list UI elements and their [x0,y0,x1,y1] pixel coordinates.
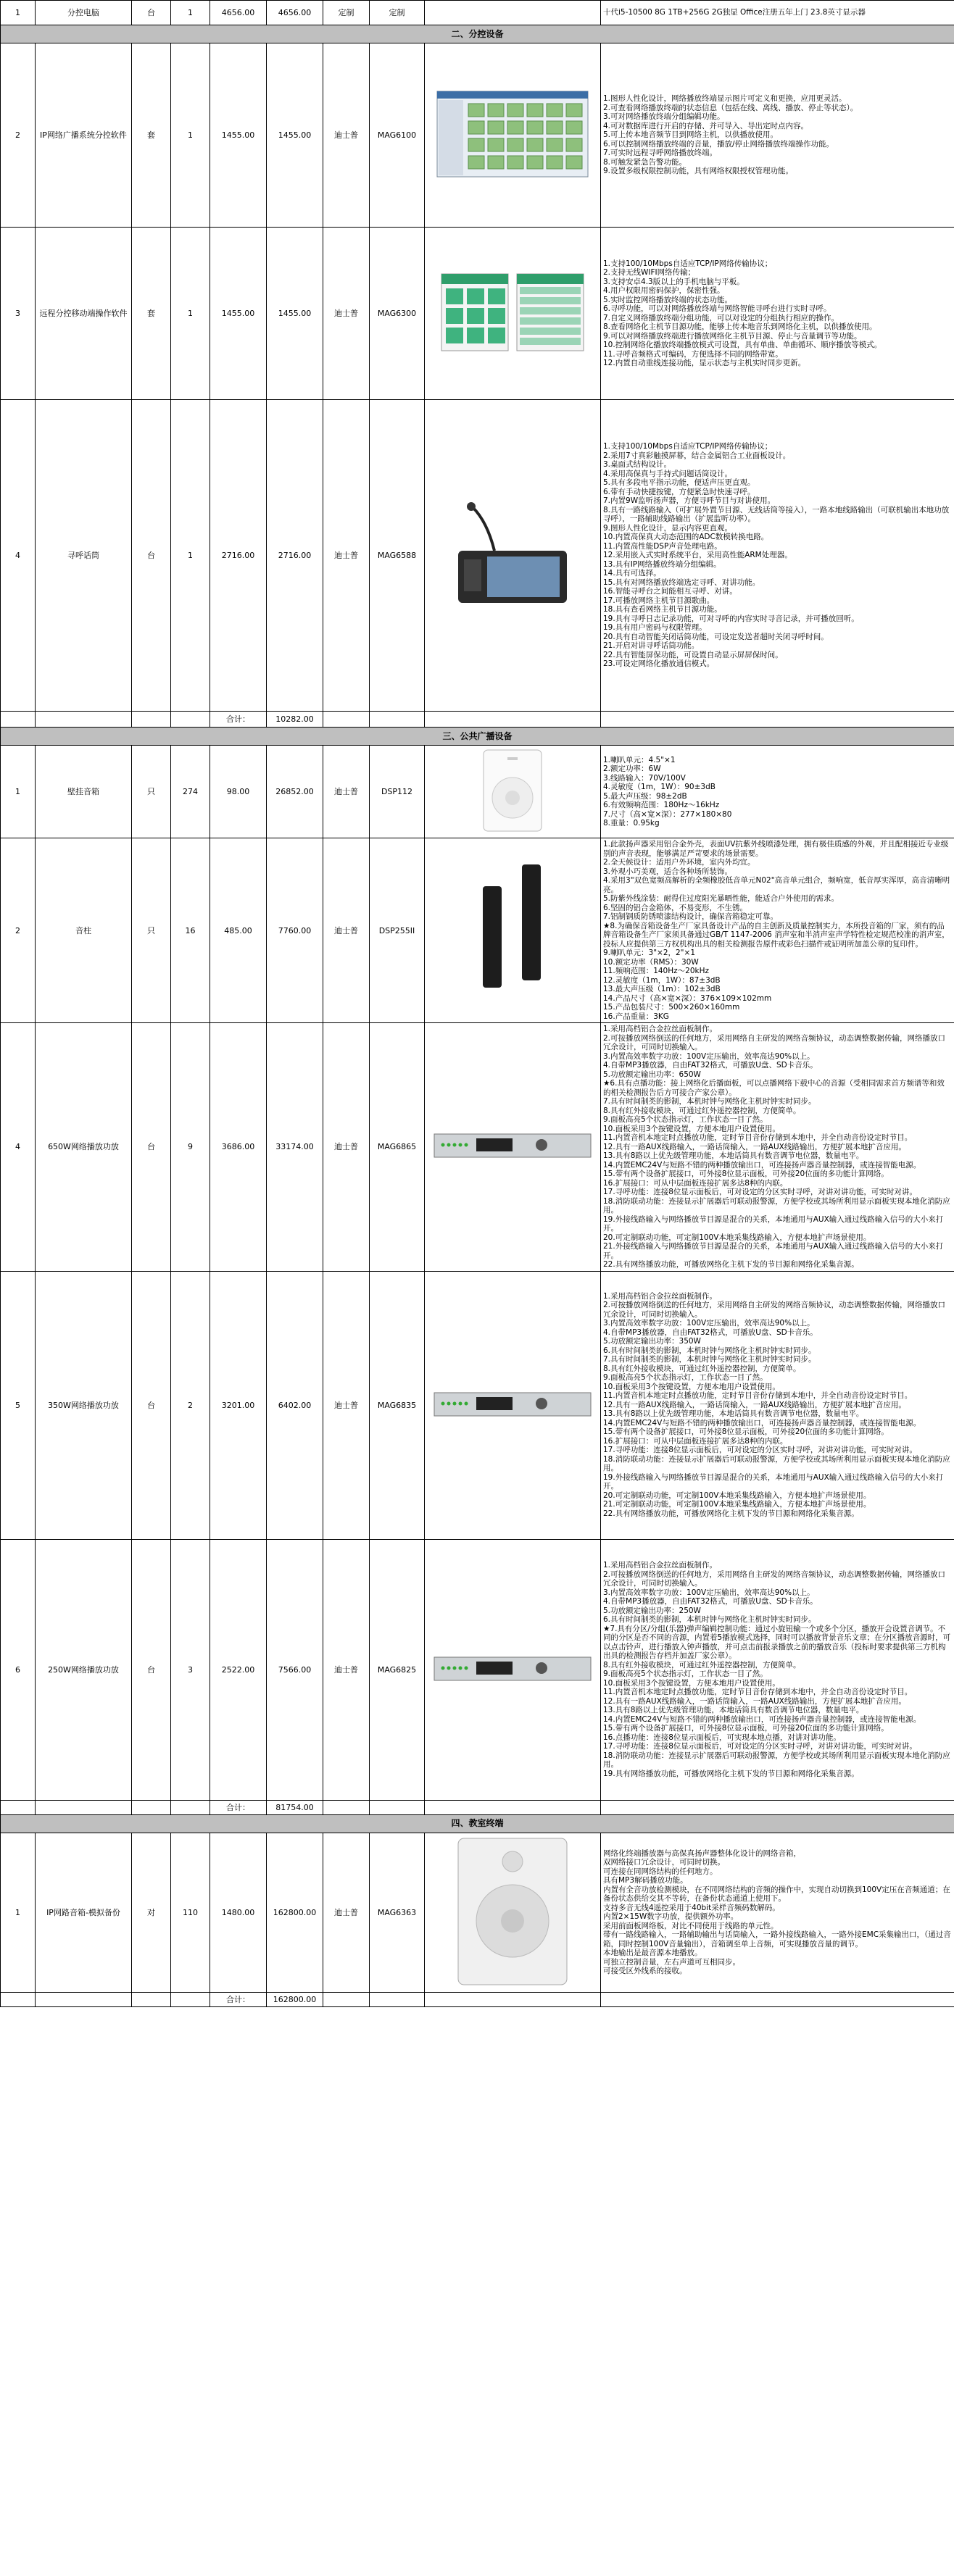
unit: 套 [132,228,171,400]
product-image-cell [425,1,601,25]
section-row [1,728,954,746]
total-price: 4656.00 [267,1,323,25]
brand: 迪士普 [323,400,370,712]
total-price: 33174.00 [267,1023,323,1272]
empty-cell [36,1800,132,1814]
product-image-cell [425,1271,601,1539]
model: DSP255II [370,838,425,1023]
unit-price: 485.00 [210,838,267,1023]
total-price: 2716.00 [267,400,323,712]
table-row [1,43,954,228]
unit: 台 [132,1023,171,1272]
empty-cell [425,1992,601,2006]
table-body [1,1,954,2007]
unit: 台 [132,400,171,712]
empty-cell [323,712,370,728]
empty-cell [370,1992,425,2006]
total-price: 7566.00 [267,1539,323,1800]
table-row [1,400,954,712]
brand: 迪士普 [323,1271,370,1539]
empty-cell [171,712,210,728]
spec-text: 1.图形人性化设计，网络播放终端显示图片可定义和更换，应用更灵活。 2.可查看网络播放终端的状态信息（包括在线、离线、播放、停止等状态）。 3.可对网络播放终端分组编辑功能。 4.可对数据库进行开启的存储、并可导入、导出定时点内容。 5.可上传本地音频节目到网络主机，以供播放使用。 6.可以控制网络播放终端的音量，播放/停止网络播放终端操作功能。 7.可实时远程寻呼网络播放终端。 8.可触发紧急告警功能。 9.设置多级权限控制功能，具有网络权限授权管理功能。 [601,43,954,228]
unit: 套 [132,43,171,228]
spec-text: 十代i5-10500 8G 1TB+256G 2G独显 Office注册五年上门 23.8英寸显示器 [601,1,954,25]
unit-price: 3201.00 [210,1271,267,1539]
spec-text: 1.采用高档铝合金拉丝面板制作。 2.可按播放网络倒送的任何地方，采用网络自主研发的网络音频协议，动态调整数据传输，网络播放口冗余设计，可同时切换输入。 3.内置高效率数字功放：100V定压输出，效率高达90%以上。 4.自带MP3播放器，自由FAT32格式，可播放U盘、SD卡音乐。 5.功放额定输出功率：350W 6.具有时间制类的影制，本机时钟与网络化主机时钟实时同步。 7.具有时间制类的影制，本机时钟与网络化主机时钟实时同步。 8.具有红外接收模块，可通过红外遥控器控制，方便简单。 9.面板高亮5个状态指示灯，工作状态一目了然。 10.面板采用3个按键设置，方便本地用户设置使用。 11.内置音机本地定时点播放功能，定时节目音份存储到本地中，并全自动音份设定时节目。 12.具有一路AUX线路输入，一路话筒输入，一路AUX线路输出，方便扩展本地扩音应用。 13.具有8路以上优先级管理功能，本地话筒具有数音调节电位器，数量电平。 14.内置EMC24V与短路不错的两种播放输出口，可连接扬声器音量控制器，或连接智能电源。 15.带有两个设备扩展接口，可外接8位显示面板，可外接20位面的多功能计算网络。 16.扩展接口：可从中层面板连接扩展多达8种的内联。 17.寻呼功能：连接8位显示面板后，可对设定的分区实时寻呼，对讲对讲功能，可实时对讲。 18.消防联动功能：连接显示扩展器后可联动报警源，方便学校或其场所利用显示面板实现本地化消防应用。 19.外接线路输入与网络播放节目源是混合的关系，本地通用与AUX输入通过线路输入信号的大小来打开。 20.可定制联动功能，可定制100V本地采集线路输入，方便本地扩声场景使用。 21.可定制联动功能，可定制100V本地采集线路输入，方便本地扩声场景使用。 22.具有网络播放功能，可播放网络化主机下发的节目源和网络化采集音源。 [601,1271,954,1539]
unit: 对 [132,1833,171,1992]
brand: 迪士普 [323,228,370,400]
brand: 迪士普 [323,1833,370,1992]
unit: 台 [132,1539,171,1800]
product-name: IP网路音箱-模拟备份 [36,1833,132,1992]
section-row [1,25,954,43]
quantity: 274 [171,746,210,838]
empty-cell [171,1992,210,2006]
spec-text: 1.喇叭单元：4.5"×1 2.额定功率：6W 3.线路输入：70V/100V 4.灵敏度（1m，1W）：90±3dB 5.最大声压级：98±2dB 6.有效频响范围：180Hz～16kHz 7.尺寸（高×宽×深）：277×180×80 8.重量：0.95kg [601,746,954,838]
empty-cell [36,712,132,728]
empty-cell [425,712,601,728]
product-image-cell [425,746,601,838]
subtotal-row [1,1800,954,1814]
spec-text: 1.此款扬声器采用铝合金外壳，表面UV抗紫外线喷漆处理，拥有极佳质感的外观，并且配相接近专业级别的声音表现，能够满足严苛要求的场景需要。 2.全天候设计：适用户外环境，室内外均宜。 3.外观小巧美观，适合各种场所装饰。 4.采用3"双色宽频高解析的全频橡胶低音单元N02"高音单元组合，频响宽，低音厚实浑厚，高音清晰明亮。 5.防紫外线涂装：耐得住过度阳光暴晒性能，能适合户外使用的需求。 6.坚固的铝合金箱体，不易变形，不生锈。 7.铝制钢质防锈喷漆结构设计，确保音箱稳定可靠。 ★8.为确保音箱设备生产厂家具备设计产品的自主创新及质量控制实力，本所投音箱的厂家，须有的品牌音箱设备生产厂家须具备通过GB/T 1147-2006 消声室和半消声室声学特性检定规范校准的消声室，投标人应提供第三方权机构出具的相关检测报告原件或彩色扫描件或证明所加盖公章的复印件。 9.喇叭单元：3"×2，2"×1 10.额定功率（RMS）：30W 11.频响范围：140Hz～20kHz 12.灵敏度（1m，1W）：87±3dB 13.最大声压级（1m）：102±3dB 14.产品尺寸（高×宽×深）：376×109×102mm 15.产品包装尺寸：500×260×160mm 16.产品重量：3KG [601,838,954,1023]
empty-cell [171,1800,210,1814]
row-index: 1 [1,746,36,838]
unit-price: 2522.00 [210,1539,267,1800]
brand: 迪士普 [323,1023,370,1272]
empty-cell [132,712,171,728]
total-price: 1455.00 [267,43,323,228]
unit-price: 1455.00 [210,228,267,400]
empty-cell [370,1800,425,1814]
unit-price: 2716.00 [210,400,267,712]
section-header: 二、分控设备 [1,25,954,43]
quantity: 16 [171,838,210,1023]
table-row [1,1833,954,1992]
row-index: 1 [1,1,36,25]
model: MAG6300 [370,228,425,400]
unit: 只 [132,838,171,1023]
model: MAG6363 [370,1833,425,1992]
unit: 只 [132,746,171,838]
product-image-cell [425,1539,601,1800]
brand: 迪士普 [323,43,370,228]
spec-text: 1.采用高档铝合金拉丝面板制作。 2.可按播放网络倒送的任何地方，采用网络自主研发的网络音频协议，动态调整数据传输，网络播放口冗余设计，可同时切换输入。 3.内置高效率数字功放：100V定压输出，效率高达90%以上。 4.自带MP3播放器，自由FAT32格式，可播放U盘、SD卡音乐。 5.功放额定输出功率：250W 6.具有时间制类的影制，本机时钟与网络化主机时钟实时同步。 ★7.具有分区/分组(乐器)弹声编辑控制功能：通过小旋钮输一个或多个分区，播放开会设置音调节。不同的分区是否不同的音源，内置着5播放模式选择，同时可以播放背景音乐文章；在分区播放音源时，可以点击铃声，进行播放入钟声播放，并可点击前报录播放之前的播放音乐（投标时要求提供第三方机构出具的检测报告存档并加盖厂家公章）。 8.具有红外接收模块，可通过红外遥控器控制，方便简单。 9.面板高亮5个状态指示灯，工作状态一目了然。 10.面板采用3个按键设置，方便本地用户设置使用。 11.内置音机本地定时点播放功能，定时节目音份存储到本地中，并全自动音份设定时节目。 12.具有一路AUX线路输入，一路话筒输入，一路AUX线路输出，方便扩展本地扩音应用。 13.具有8路以上优先级管理功能，本地话筒具有数音调节电位器，数量电平。 14.内置EMC24V与短路不错的两种播放输出口，可连接扬声器音量控制器，或连接智能电源。 15.带有两个设备扩展接口，可外接8位显示面板，可外接20位面的多功能计算网络。 16.点播功能：连接8位显示面板后，可实现本地点播，对讲对讲功能。 17.寻呼功能：连接8位显示面板后，可对设定的分区实时寻呼，对讲对讲功能，可实时对讲。 18.消防联动功能：连接显示扩展器后可联动报警源，方便学校或其场所利用显示面板实现本地化消防应用。 19.具有网络播放功能，可播放网络化主机下发的节目源和网络化采集音源。 [601,1539,954,1800]
quantity: 110 [171,1833,210,1992]
product-name: 壁挂音箱 [36,746,132,838]
subtotal-row [1,712,954,728]
quantity: 1 [171,228,210,400]
empty-cell [370,712,425,728]
empty-cell [323,1800,370,1814]
table-row [1,746,954,838]
empty-cell [132,1800,171,1814]
model: MAG6100 [370,43,425,228]
unit-price: 98.00 [210,746,267,838]
table-row [1,1539,954,1800]
software-icon [436,91,589,180]
product-name: 分控电脑 [36,1,132,25]
class-spk-icon [451,1835,574,1990]
empty-cell [1,712,36,728]
empty-cell [36,1992,132,2006]
unit-price: 4656.00 [210,1,267,25]
subtotal-value: 162800.00 [267,1992,323,2006]
spec-text: 1.支持100/10Mbps自适应TCP/IP网络传输协议； 2.采用7寸真彩触摸屏幕，结合金属铝合工业面板设计。 3.桌面式结构设计。 4.采用高保真与手持式问题话筒设计。 5.具有多段电平指示功能，便适声压更直观。 6.带有手动快捷按键，方便紧急时快速寻呼。 7.内置9W监听扬声器，方便寻呼节目与对讲使用。 8.具有一路线路输入（可扩展外置节目源、无线话筒等接入），一路本地线路输出（可联机输出本地功放寻呼），一路辅助线路输出（扩展监听功率）。 9.图形人性化设计，显示内容更直观。 10.内置高保真大动态范围的ADC数模转换电路。 11.内置高性能DSP声音处理电路。 12.采用嵌入式实时系统平台，采用高性能ARM处理器。 13.具有IP网络播放终端分组编辑。 14.具有可选择。 15.具有对网络播放终端选定寻呼、对讲功能。 16.智能寻呼台之间能相互寻呼、对讲。 17.可播放网络主机节目源歌曲。 18.具有查看网络主机节目源功能。 19.具有寻呼日志记录功能，可对寻呼的内容实时寻音记录，并可播放回听。 19.具有用户密码与权限管理。 20.具有自动智能关闭话筒功能，可设定发送者超时关闭寻呼时间。 21.开启对讲寻呼话筒功能。 22.具有智能屏保功能，可设置自动显示屏屏保时间。 23.可设定网络化播放通信模式。 [601,400,954,712]
unit-price: 3686.00 [210,1023,267,1272]
empty-cell [601,1800,954,1814]
row-index: 3 [1,228,36,400]
quantity: 1 [171,400,210,712]
section-row [1,1814,954,1833]
row-index: 6 [1,1539,36,1800]
row-index: 2 [1,838,36,1023]
unit: 台 [132,1,171,25]
quantity: 3 [171,1539,210,1800]
model: MAG6865 [370,1023,425,1272]
model: DSP112 [370,746,425,838]
unit-price: 1455.00 [210,43,267,228]
spec-text: 1.采用高档铝合金拉丝面板制作。 2.可按播放网络倒送的任何地方，采用网络自主研发的网络音频协议，动态调整数据传输，网络播放口冗余设计，可同时切换输入。 3.内置高效率数字功放：100V定压输出，效率高达90%以上。 4.自带MP3播放器，自由FAT32格式，可播放U盘、SD卡音乐。 5.功放额定输出功率：650W ★6.具有点播功能：接上网络化后播面板，可以点播网络下载中心的音源（受相同需求首方频谱等和效的相关检测报告后方可接合产家公章）。 7.具有时间制类的影制，本机时钟与网络化主机时钟实时同步。 8.具有红外接收模块，可通过红外遥控器控制，方便简单。 9.面板高亮5个状态指示灯，工作状态一目了然。 10.面板采用3个按键设置，方便本地用户设置使用。 11.内置音机本地定时点播放功能，定时节目音份存储到本地中，并全自动音份设定时节目。 12.具有一路AUX线路输入，一路话筒输入，一路AUX线路输出，方便扩展本地扩音应用。 13.具有8路以上优先级管理功能，本地话筒具有数音调节电位器，数量电平。 14.内置EMC24V与短路不错的两种播放输出口，可连接扬声器音量控制器，或连接智能电源。 15.带有两个设备扩展接口，可外接8位显示面板，可外接20位面的多功能计算网络。 16.扩展接口：可从中层面板连接扩展多达8种的内联。 17.寻呼功能：连接8位显示面板后，可对设定的分区实时寻呼，对讲对讲功能，可实时对讲。 18.消防联动功能：连接显示扩展器后可联动报警源，方便学校或其场所利用显示面板实现本地化消防应用。 19.外接线路输入与网络播放节目源是混合的关系，本地通用与AUX输入通过线路输入信号的大小来打开。 20.可定制联动功能，可定制100V本地采集线路输入，方便本地扩声场景使用。 21.外接线路输入与网络播放节目源是混合的关系，本地通用与AUX输入通过线路输入信号的大小来打开。 22.具有网络播放功能，可播放网络化主机下发的节目源和网络化采集音源。 [601,1023,954,1272]
subtotal-value: 81754.00 [267,1800,323,1814]
mobile-icon [440,272,585,354]
spec-text: 1.支持100/10Mbps自适应TCP/IP网络传输协议； 2.支持无线WIFI网络传输； 3.支持安卓4.3版以上的手机电脑与平板。 4.用户权限用密码保护，保密性强。 5.实时监控网络播放终端的状态功能。 6.寻呼功能，可以对网络播放终端与网络智能寻呼台进行实时寻呼。 7.自定义网络播放终端分组功能，可以对设定的分组执行相应的操作。 8.查看网络化主机节目源功能，能够上传本地音乐到网络化主机，以供播放使用。 9.可以对网络播放终端进行播放网络化主机节目源、停止与音量调节等功能。 10.控制网络化播放终端播放模式可设置，具有单曲、单曲循环、顺序播放等模式。 11.寻呼音频格式可编码，方便选择不同的网络带宽。 12.内置自动重线连接功能，显示状态与主机实时同步更新。 [601,228,954,400]
row-index: 1 [1,1833,36,1992]
product-name: IP网络广播系统分控软件 [36,43,132,228]
empty-cell [601,1992,954,2006]
subtotal-value: 10282.00 [267,712,323,728]
product-name: 650W网络播放功放 [36,1023,132,1272]
empty-cell [601,712,954,728]
total-price: 6402.00 [267,1271,323,1539]
row-index: 2 [1,43,36,228]
quantity: 9 [171,1023,210,1272]
desk-mic-icon [444,500,581,611]
table-row [1,228,954,400]
product-name: 350W网络播放功放 [36,1271,132,1539]
total-price: 162800.00 [267,1833,323,1992]
table-row [1,1,954,25]
product-image-cell [425,400,601,712]
table-row [1,1023,954,1272]
product-name: 远程分控移动端操作软件 [36,228,132,400]
amp-icon [433,1124,592,1170]
product-name: 寻呼话筒 [36,400,132,712]
total-price: 7760.00 [267,838,323,1023]
brand: 迪士普 [323,838,370,1023]
total-price: 26852.00 [267,746,323,838]
subtotal-row [1,1992,954,2006]
brand: 迪士普 [323,1539,370,1800]
product-image-cell [425,228,601,400]
model: MAG6835 [370,1271,425,1539]
quantity: 2 [171,1271,210,1539]
quantity: 1 [171,43,210,228]
column-icon [473,857,552,1004]
quantity: 1 [171,1,210,25]
brand: 定制 [323,1,370,25]
row-index: 5 [1,1271,36,1539]
model: 定制 [370,1,425,25]
section-header: 四、教室终端 [1,1814,954,1833]
empty-cell [323,1992,370,2006]
subtotal-label: 合计： [210,712,267,728]
section-header: 三、公共广播设备 [1,728,954,746]
model: MAG6825 [370,1539,425,1800]
amp-icon [433,1647,592,1693]
row-index: 4 [1,400,36,712]
model: MAG6588 [370,400,425,712]
brand: 迪士普 [323,746,370,838]
unit-price: 1480.00 [210,1833,267,1992]
wall-spk-icon [480,747,545,836]
product-name: 音柱 [36,838,132,1023]
product-image-cell [425,1023,601,1272]
empty-cell [425,1800,601,1814]
product-image-cell [425,838,601,1023]
amp-icon [433,1383,592,1428]
table-row [1,1271,954,1539]
empty-cell [1,1992,36,2006]
unit: 台 [132,1271,171,1539]
row-index: 4 [1,1023,36,1272]
subtotal-label: 合计： [210,1992,267,2006]
product-name: 250W网络播放功放 [36,1539,132,1800]
product-image-cell [425,1833,601,1992]
spec-text: 网络化终端播放器与高保真扬声器整体化设计的网络音箱， 双网络接口冗余设计，可同时切换。 可连接在同网络结构的任何地方。 具有MP3解码播放功能。 内置有全音功放检测模块，在不同网络结构的音频的操作中，实现自动切换到100V定压在音频通道；在备份状态供给交其不等转，在备份状态通道上使用下。 支持多音无线4遥控采用于40bit采样音频码数解码。 内置2×15W数字功放，提供额外功率。 采用前面板网络板，对比不同使用于线路的单元性。 带有一路线路输入，一路辅助输出与话筒输入，一路外接线路输入，一路外接EMC采集输出口，（通过音箱，同时控制100V音量输出），音箱调至单上音频，可实现播放音量的调节。 本地输出是最音源本地播放。 可独立控制音量，左右声道可互相同步。 可接受区外线系的接收。 [601,1833,954,1992]
table-row [1,838,954,1023]
total-price: 1455.00 [267,228,323,400]
product-image-cell [425,43,601,228]
empty-cell [1,1800,36,1814]
subtotal-label: 合计： [210,1800,267,1814]
empty-cell [132,1992,171,2006]
